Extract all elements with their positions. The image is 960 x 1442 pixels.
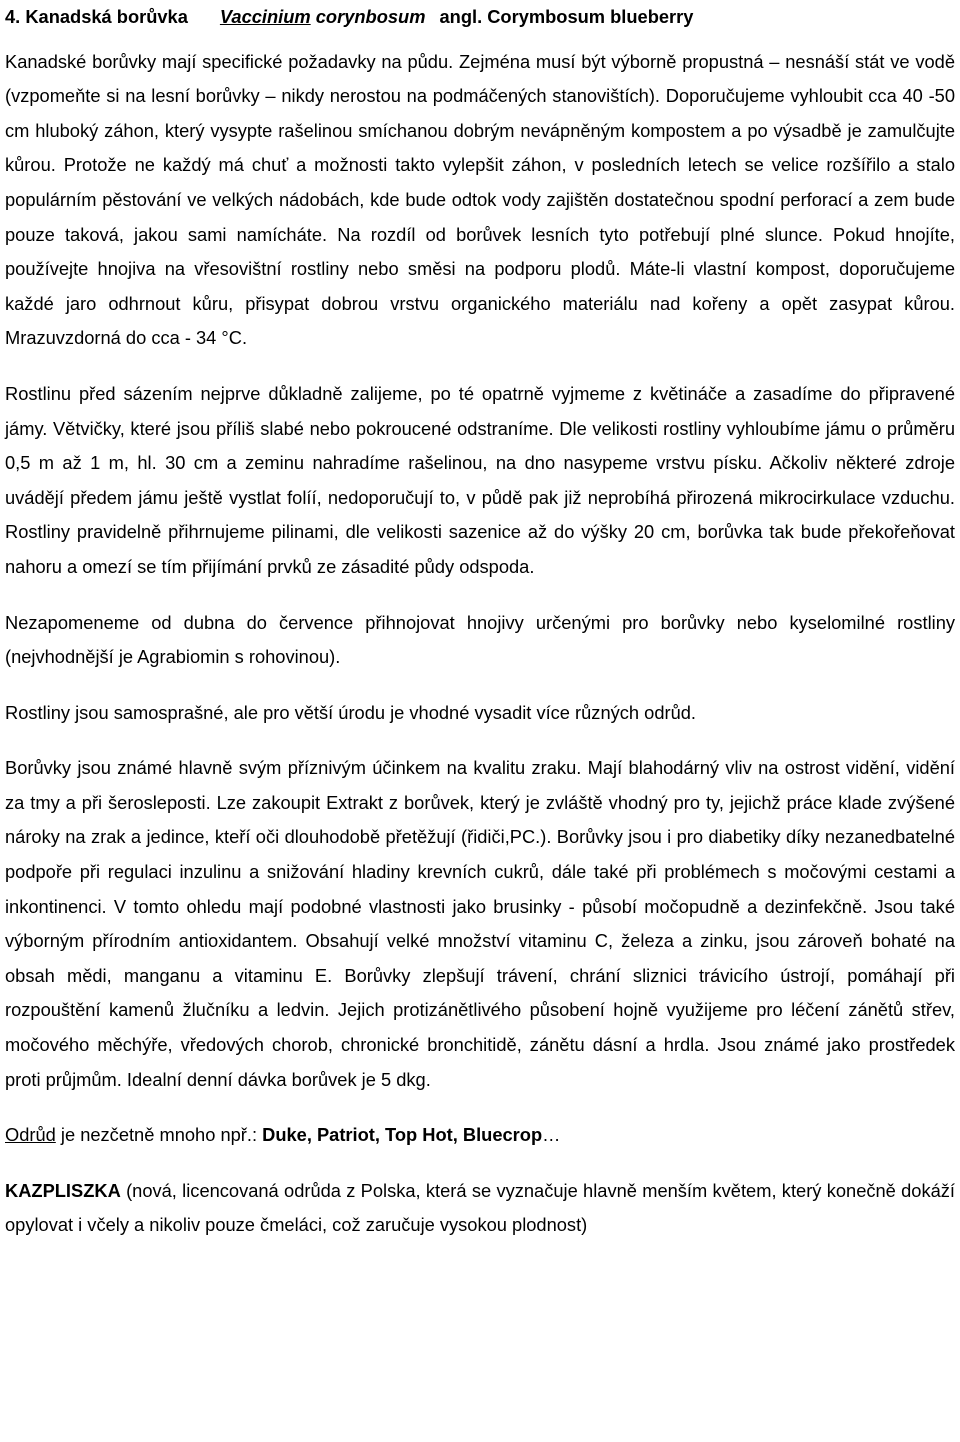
paragraph-soil: Kanadské borůvky mají specifické požadavky na půdu. Zejména musí být výborně propustná – nesnáší stát ve vodě (vzpomeňte si na lesní borůvky – nikdy nerostou na podmáčených stanovištích). Doporučujeme vyhloubit cca 40 -50 cm hluboký záhon, který vysypte rašelinou smíchanou dobrým nevápněným kompostem a po výsadbě je zamulčujte kůrou. Protože ne každý má chuť a možnosti takto vylepšit záhon, v posledních letech se velice rozšířilo a stalo populárním pěstování ve velkých nádobách, kde bude odtok vody zajištěn dostatečnou spodní perforací a zem bude pouze taková, jakou sami namícháte. Na rozdíl od borůvek lesních tyto potřebují plné slunce. Pokud hnojíte, používejte hnojiva na vřesovištní rostliny nebo směsi na podporu plodů. Máte-li vlastní kompost, doporučujeme každé jaro odhrnout kůru, přisypat dobrou vrstvu organického materiálu nad kořeny a opět zasypat kůrou. Mrazuvzdorná do cca - 34 °C. — [5, 50, 955, 349]
varieties-list: Duke, Patriot, Top Hot, Bluecrop — [262, 1124, 543, 1146]
heading-latin-genus: Vaccinium — [219, 6, 311, 27]
paragraph-planting: Rostlinu před sázením nejprve důkladně zalijeme, po té opatrně vyjmeme z květináče a zasadíme do připravené jámy. Větvičky, které jsou příliš slabé nebo pokroucené odstraníme. Dle velikosti rostliny vyhloubíme jámu o průměru 0,5 m až 1 m, hl. 30 cm a zeminu nahradíme rašelinou, na dno nasypeme vrstvu písku. Ačkoliv některé zdroje uvádějí předem jámu ještě vystlat folíí, nedoporučují to, v půdě pak již neprobíhá přirozená mikrocirkulace vzduchu. Rostliny pravidelně přihrnujeme pilinami, dle velikosti sazenice až do výšky 20 cm, borůvka tak bude překořeňovat nahoru a omezí se tím přijímání prvků ze zásadité půdy odspoda. — [5, 382, 955, 577]
heading-number: 4. Kanadská borůvka — [5, 6, 188, 27]
paragraph-kazpliszka — [5, 1174, 955, 1243]
kazpliszka-name: KAZPLISZKA — [5, 1179, 121, 1201]
paragraph-health-benefits: Borůvky jsou známé hlavně svým příznivým účinkem na kvalitu zraku. Mají blahodárný vliv na ostrost vidění, vidění za tmy a při šerosleposti. Lze zakoupit Extrakt z borůvek, který je zvláště vhodný pro ty, jejichž práce klade zvýšené nároky na zrak a jedince, kteří oči dlouhodobě přetěžují (řidiči,PC.). Borůvky jsou i pro diabetiky díky nezanedbatelné podpoře při regulaci inzulinu a snižování hladiny krevních cukrů, dále také při problémech s močovými cestami a inkontinenci. V tomto ohledu mají podobné vlastnosti jako brusinky - působí močopudně a dezinfekčně. Jsou také výborným přírodním antioxidantem. Obsahují velké množství vitaminu C, železa a zinku, jsou zároveň bohaté na obsah mědi, manganu a vitaminu E. Borůvky zlepšují trávení, chrání sliznici trávicího ústrojí, pomáhají při rozpouštění kamenů žlučníku a ledvin. Jejich protizánětlivého působení hojně využijeme pro léčení zánětů střev, močového měchýře, vředových chorob, chronické bronchitidě, zánětu dásní a hrdla. Jsou známé jako prostředek proti průjmům. Idealní denní dávka borůvek je 5 dkg. — [5, 757, 955, 1090]
varieties-word: Odrůd — [5, 1124, 56, 1146]
paragraph-pollination: Rostliny jsou samosprašné, ale pro větší úrodu je vhodné vysadit více různých odrůd. — [5, 701, 696, 723]
paragraph-varieties — [5, 1118, 955, 1153]
varieties-text: je nezčetně mnoho npř.: — [55, 1124, 263, 1146]
varieties-ellipsis: … — [542, 1124, 561, 1146]
heading-latin-species: corynbosum — [315, 6, 426, 27]
heading-english-name: angl. Corymbosum blueberry — [439, 6, 694, 27]
kazpliszka-text: (nová, licencovaná odrůda z Polska, která se vyznačuje hlavně menším květem, který konečně dokáží opylovat i včely a nikoliv pouze čmeláci, což zaručuje vysokou plodnost) — [5, 1179, 955, 1236]
paragraph-fertilizing: Nezapomeneme od dubna do července přihnojovat hnojivy určenými pro borůvky nebo kyselomilné rostliny (nejvhodnější je Agrabiomin s rohovinou). — [5, 611, 955, 668]
section-heading — [5, 0, 955, 35]
